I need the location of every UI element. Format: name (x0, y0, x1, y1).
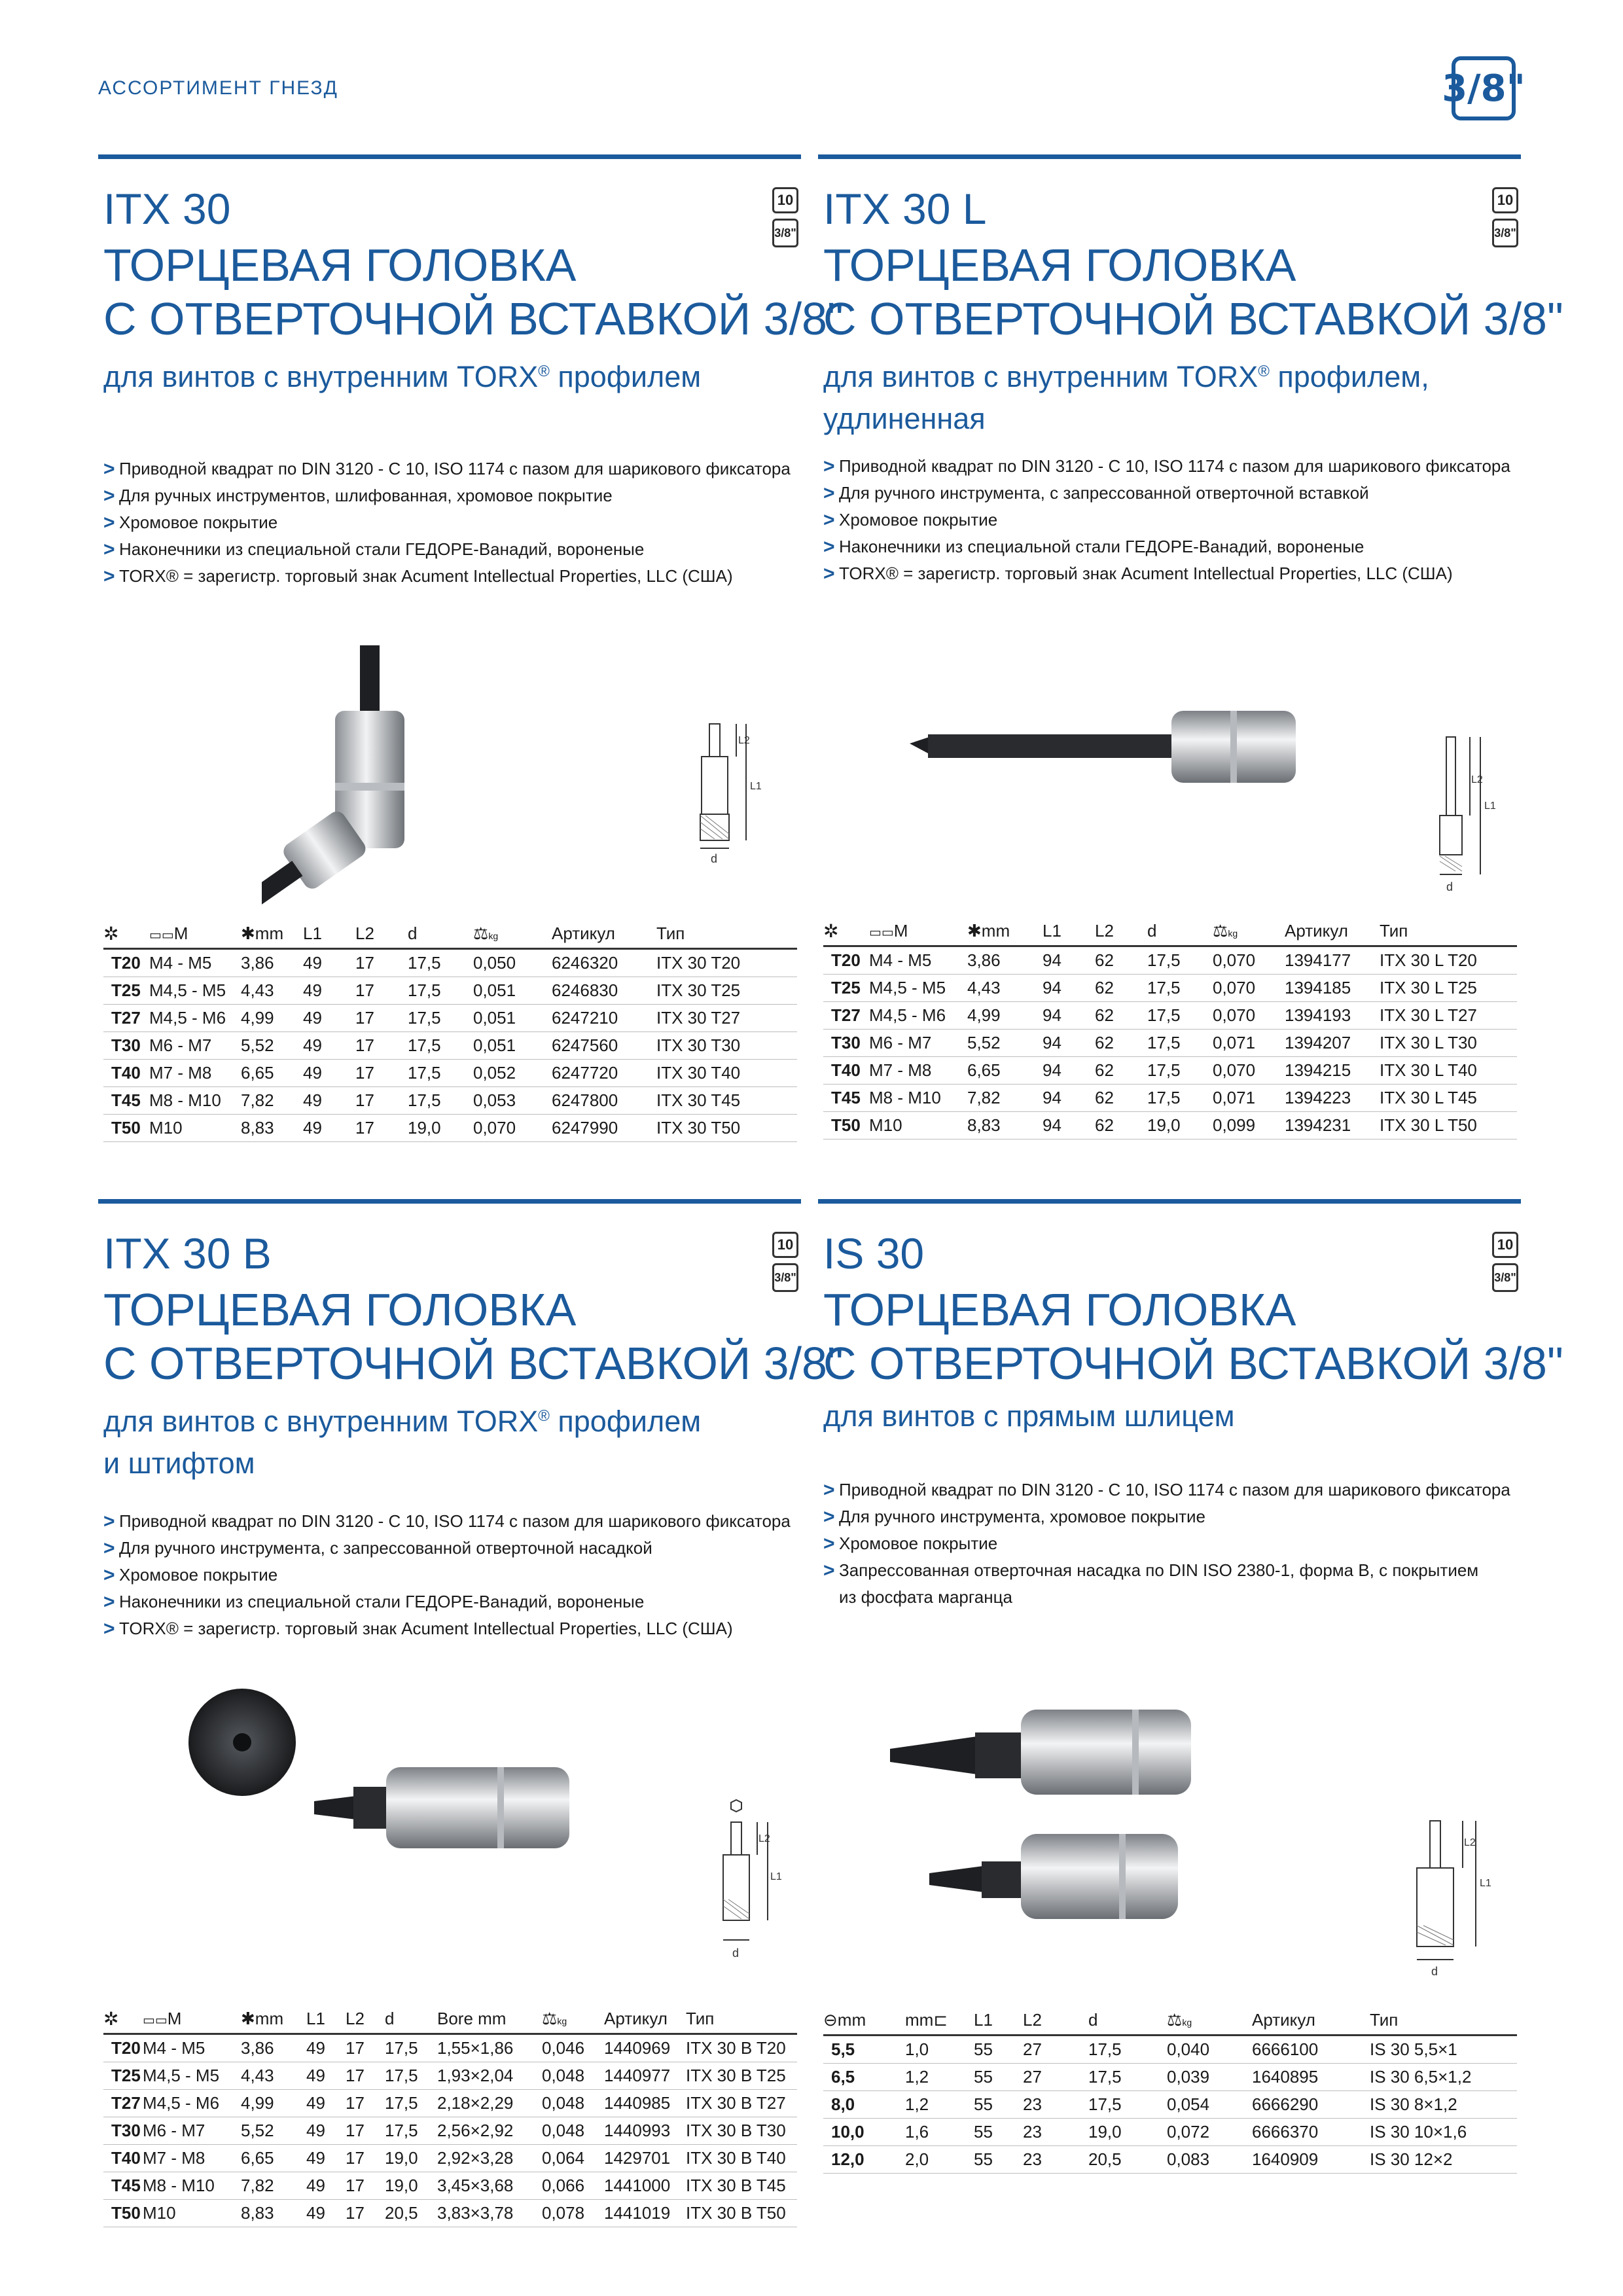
table-row: T27 M4,5 - M6 4,99 94 62 17,5 0,070 1394193 ITX 30 L T27 (823, 1002, 1517, 1030)
drive-size-badge: 3/8" (1452, 56, 1516, 120)
product-subtitle: для винтов с прямым шлицем (823, 1399, 1235, 1433)
screw-size-icon: ▭▭M (869, 916, 967, 946)
col-article: Артикул (604, 2004, 686, 2034)
table-row: T50 M10 8,83 49 17 20,5 3,83×3,78 0,078 1441019 ITX 30 B T50 (103, 2200, 797, 2227)
table-row: T40 M7 - M8 6,65 49 17 19,0 2,92×3,28 0,064 1429701 ITX 30 B T40 (103, 2145, 797, 2172)
table-header-row (823, 916, 1517, 946)
col-l2: L2 (1023, 2005, 1088, 2036)
spec-table (103, 919, 797, 1142)
feature-item: > Приводной квадрат по DIN 3120 - C 10, ISO 1174 с пазом для шарикового фиксатора (823, 453, 1510, 480)
product-code: ITX 30 B (103, 1229, 272, 1278)
star-size-icon: ✱mm (241, 2004, 306, 2034)
table-row: 8,0 1,2 55 23 17,5 0,054 6666290 IS 30 8×1,2 (823, 2091, 1517, 2119)
product-code: IS 30 (823, 1229, 925, 1278)
col-d: d (1147, 916, 1213, 946)
weight-scale-icon: ⚖kg (1167, 2005, 1252, 2036)
feature-item: > Наконечники из специальной стали ГЕДОРЕ-Ванадий, вороненые (103, 536, 791, 563)
torx-pin-profile-icon: ✲ (103, 2004, 143, 2034)
product-photo (910, 691, 1302, 802)
slot-width-icon: ⊖mm (823, 2005, 905, 2036)
product-code: ITX 30 L (823, 185, 987, 233)
col-l1: L1 (1043, 916, 1095, 946)
col-l1: L1 (303, 919, 355, 949)
feature-item: > Для ручных инструментов, шлифованная, хромовое покрытие (103, 482, 791, 509)
col-l1: L1 (306, 2004, 346, 2034)
dimension-drawing (1427, 730, 1499, 901)
feature-item: > Хромовое покрытие (103, 1562, 791, 1588)
feature-item: > Приводной квадрат по DIN 3120 - C 10, ISO 1174 с пазом для шарикового фиксатора (103, 1508, 791, 1535)
weight-scale-icon: ⚖kg (542, 2004, 604, 2034)
col-type: Тип (1380, 916, 1517, 946)
table-row: T20 M4 - M5 3,86 94 62 17,5 0,070 1394177 ITX 30 L T20 (823, 946, 1517, 975)
svg-text:L2: L2 (1471, 774, 1483, 785)
product-photo (183, 1683, 668, 1893)
table-row: T45 M8 - M10 7,82 94 62 17,5 0,071 1394223 ITX 30 L T45 (823, 1085, 1517, 1112)
svg-text:L1: L1 (750, 781, 762, 792)
feature-list (103, 1508, 791, 1642)
drive-10-badge: 10 (1492, 187, 1518, 213)
svg-text:L2: L2 (738, 735, 750, 746)
table-row: T25 M4,5 - M5 4,43 94 62 17,5 0,070 1394185 ITX 30 L T25 (823, 975, 1517, 1002)
table-row: T50 M10 8,83 49 17 19,0 0,070 6247990 ITX 30 T50 (103, 1115, 797, 1142)
feature-list (823, 1477, 1510, 1611)
table-row: T30 M6 - M7 5,52 49 17 17,5 0,051 6247560 ITX 30 T30 (103, 1032, 797, 1060)
screw-size-icon: ▭▭M (143, 2004, 241, 2034)
svg-text:d: d (732, 1946, 740, 1960)
col-d: d (1088, 2005, 1167, 2036)
feature-list (823, 453, 1510, 587)
spec-table (823, 916, 1517, 1139)
feature-item: > Хромовое покрытие (823, 1530, 1510, 1557)
table-row: 10,0 1,6 55 23 19,0 0,072 6666370 IS 30 10×1,6 (823, 2119, 1517, 2146)
col-d: d (408, 919, 473, 949)
feature-item: > Для ручного инструмента, с запрессованной отверточной вставкой (823, 480, 1510, 507)
col-type: Тип (1370, 2005, 1517, 2036)
table-row: T30 M6 - M7 5,52 94 62 17,5 0,071 1394207 ITX 30 L T30 (823, 1030, 1517, 1057)
table-header-row (823, 2005, 1517, 2036)
svg-text:L1: L1 (770, 1871, 782, 1882)
feature-item: > Наконечники из специальной стали ГЕДОРЕ-Ванадий, вороненые (103, 1588, 791, 1615)
section-divider (98, 154, 801, 159)
feature-item: > Наконечники из специальной стали ГЕДОРЕ-Ванадий, вороненые (823, 533, 1510, 560)
svg-text:d: d (1431, 1965, 1438, 1978)
table-row: T27 M4,5 - M6 4,99 49 17 17,5 2,18×2,29 0,048 1440985 ITX 30 B T27 (103, 2090, 797, 2117)
header-label: АССОРТИМЕНТ ГНЕЗД (98, 77, 338, 99)
product-code: ITX 30 (103, 185, 231, 233)
col-article: Артикул (552, 919, 656, 949)
feature-item: > TORX® = зарегистр. торговый знак Acument Intellectual Properties, LLC (США) (103, 563, 791, 590)
dimension-drawing (710, 1795, 782, 1971)
feature-item: > TORX® = зарегистр. торговый знак Acument Intellectual Properties, LLC (США) (823, 560, 1510, 587)
product-title: ТОРЦЕВАЯ ГОЛОВКА С ОТВЕРТОЧНОЙ ВСТАВКОЙ 3/8" (103, 1284, 844, 1389)
feature-item: > Хромовое покрытие (103, 509, 791, 536)
screw-size-icon: ▭▭M (149, 919, 241, 949)
col-article: Артикул (1252, 2005, 1370, 2036)
feature-item: > Для ручного инструмента, хромовое покрытие (823, 1503, 1510, 1530)
drive-10-badge: 10 (772, 1232, 798, 1258)
svg-text:L1: L1 (1484, 800, 1496, 812)
drive-10-badge: 10 (772, 187, 798, 213)
feature-item: > Запрессованная отверточная насадка по DIN ISO 2380-1, форма B, с покрытием (823, 1557, 1510, 1584)
feature-item: > Приводной квадрат по DIN 3120 - C 10, ISO 1174 с пазом для шарикового фиксатора (823, 1477, 1510, 1503)
svg-text:d: d (1446, 880, 1454, 893)
section-divider (818, 1199, 1521, 1204)
feature-item: из фосфата марганца (839, 1587, 1012, 1607)
col-l2: L2 (1095, 916, 1147, 946)
table-row: T40 M7 - M8 6,65 94 62 17,5 0,070 1394215 ITX 30 L T40 (823, 1057, 1517, 1085)
col-l1: L1 (974, 2005, 1023, 2036)
table-row: T20 M4 - M5 3,86 49 17 17,5 1,55×1,86 0,046 1440969 ITX 30 B T20 (103, 2034, 797, 2062)
svg-text:d: d (711, 852, 718, 865)
section-itx30 (98, 154, 844, 1149)
table-row: T27 M4,5 - M6 4,99 49 17 17,5 0,051 6247210 ITX 30 T27 (103, 1005, 797, 1032)
table-row: T40 M7 - M8 6,65 49 17 17,5 0,052 6247720 ITX 30 T40 (103, 1060, 797, 1087)
table-row: 12,0 2,0 55 23 20,5 0,083 1640909 IS 30 12×2 (823, 2146, 1517, 2174)
col-type: Тип (686, 2004, 797, 2034)
table-row: T45 M8 - M10 7,82 49 17 19,0 3,45×3,68 0,066 1441000 ITX 30 B T45 (103, 2172, 797, 2200)
svg-text:L1: L1 (1480, 1878, 1491, 1889)
col-d: d (385, 2004, 437, 2034)
dimension-drawing (1404, 1814, 1495, 1984)
table-row: 5,5 1,0 55 27 17,5 0,040 6666100 IS 30 5,5×1 (823, 2036, 1517, 2064)
col-type: Тип (656, 919, 797, 949)
spec-table (823, 2005, 1517, 2174)
product-photo (262, 639, 497, 927)
section-divider (818, 154, 1521, 159)
product-title: ТОРЦЕВАЯ ГОЛОВКА С ОТВЕРТОЧНОЙ ВСТАВКОЙ 3/8" (103, 240, 844, 344)
table-header-row (103, 919, 797, 949)
drive-38-badge: 3/8" (772, 1263, 798, 1292)
drive-10-badge: 10 (1492, 1232, 1518, 1258)
section-is30 (818, 1199, 1563, 2194)
product-title: ТОРЦЕВАЯ ГОЛОВКА С ОТВЕРТОЧНОЙ ВСТАВКОЙ 3/8" (823, 1284, 1563, 1389)
drive-38-badge: 3/8" (1492, 1263, 1518, 1292)
table-row: 6,5 1,2 55 27 17,5 0,039 1640895 IS 30 6,5×1,2 (823, 2064, 1517, 2091)
torx-profile-icon: ✲ (103, 919, 149, 949)
feature-item: > Хромовое покрытие (823, 507, 1510, 533)
product-subtitle: для винтов с внутренним TORX® профилем и штифтом (103, 1405, 702, 1480)
torx-profile-icon: ✲ (823, 916, 869, 946)
section-divider (98, 1199, 801, 1204)
feature-item: > Для ручного инструмента, с запрессованной отверточной насадкой (103, 1535, 791, 1562)
svg-text:L2: L2 (1464, 1837, 1476, 1848)
col-l2: L2 (355, 919, 408, 949)
section-itx30b (98, 1199, 844, 2223)
col-l2: L2 (346, 2004, 385, 2034)
drive-38-badge: 3/8" (772, 219, 798, 247)
blade-thickness-icon: mm⊏ (905, 2005, 974, 2036)
table-row: T25 M4,5 - M5 4,43 49 17 17,5 0,051 6246830 ITX 30 T25 (103, 977, 797, 1005)
weight-scale-icon: ⚖kg (473, 919, 552, 949)
product-title: ТОРЦЕВАЯ ГОЛОВКА С ОТВЕРТОЧНОЙ ВСТАВКОЙ 3/8" (823, 240, 1563, 344)
drive-38-badge: 3/8" (1492, 219, 1518, 247)
product-subtitle: для винтов с внутренним TORX® профилем, удлиненная (823, 360, 1429, 435)
svg-text:L2: L2 (758, 1833, 770, 1844)
table-row: T45 M8 - M10 7,82 49 17 17,5 0,053 6247800 ITX 30 T45 (103, 1087, 797, 1115)
dimension-drawing (687, 717, 766, 888)
table-header-row (103, 2004, 797, 2034)
spec-table (103, 2004, 797, 2227)
table-row: T20 M4 - M5 3,86 49 17 17,5 0,050 6246320 ITX 30 T20 (103, 949, 797, 977)
col-article: Артикул (1285, 916, 1380, 946)
feature-list (103, 456, 791, 590)
col-bore: Bore mm (437, 2004, 542, 2034)
feature-item: > TORX® = зарегистр. торговый знак Acument Intellectual Properties, LLC (США) (103, 1615, 791, 1642)
section-itx30l (818, 154, 1563, 1149)
table-row: T25 M4,5 - M5 4,43 49 17 17,5 1,93×2,04 0,048 1440977 ITX 30 B T25 (103, 2062, 797, 2090)
product-subtitle: для винтов с внутренним TORX® профилем (103, 360, 702, 393)
star-size-icon: ✱mm (967, 916, 1043, 946)
feature-item: > Приводной квадрат по DIN 3120 - C 10, ISO 1174 с пазом для шарикового фиксатора (103, 456, 791, 482)
weight-scale-icon: ⚖kg (1213, 916, 1285, 946)
table-row: T30 M6 - M7 5,52 49 17 17,5 2,56×2,92 0,048 1440993 ITX 30 B T30 (103, 2117, 797, 2145)
star-size-icon: ✱mm (241, 919, 303, 949)
table-row: T50 M10 8,83 94 62 19,0 0,099 1394231 ITX 30 L T50 (823, 1112, 1517, 1139)
product-photo (883, 1696, 1302, 1945)
